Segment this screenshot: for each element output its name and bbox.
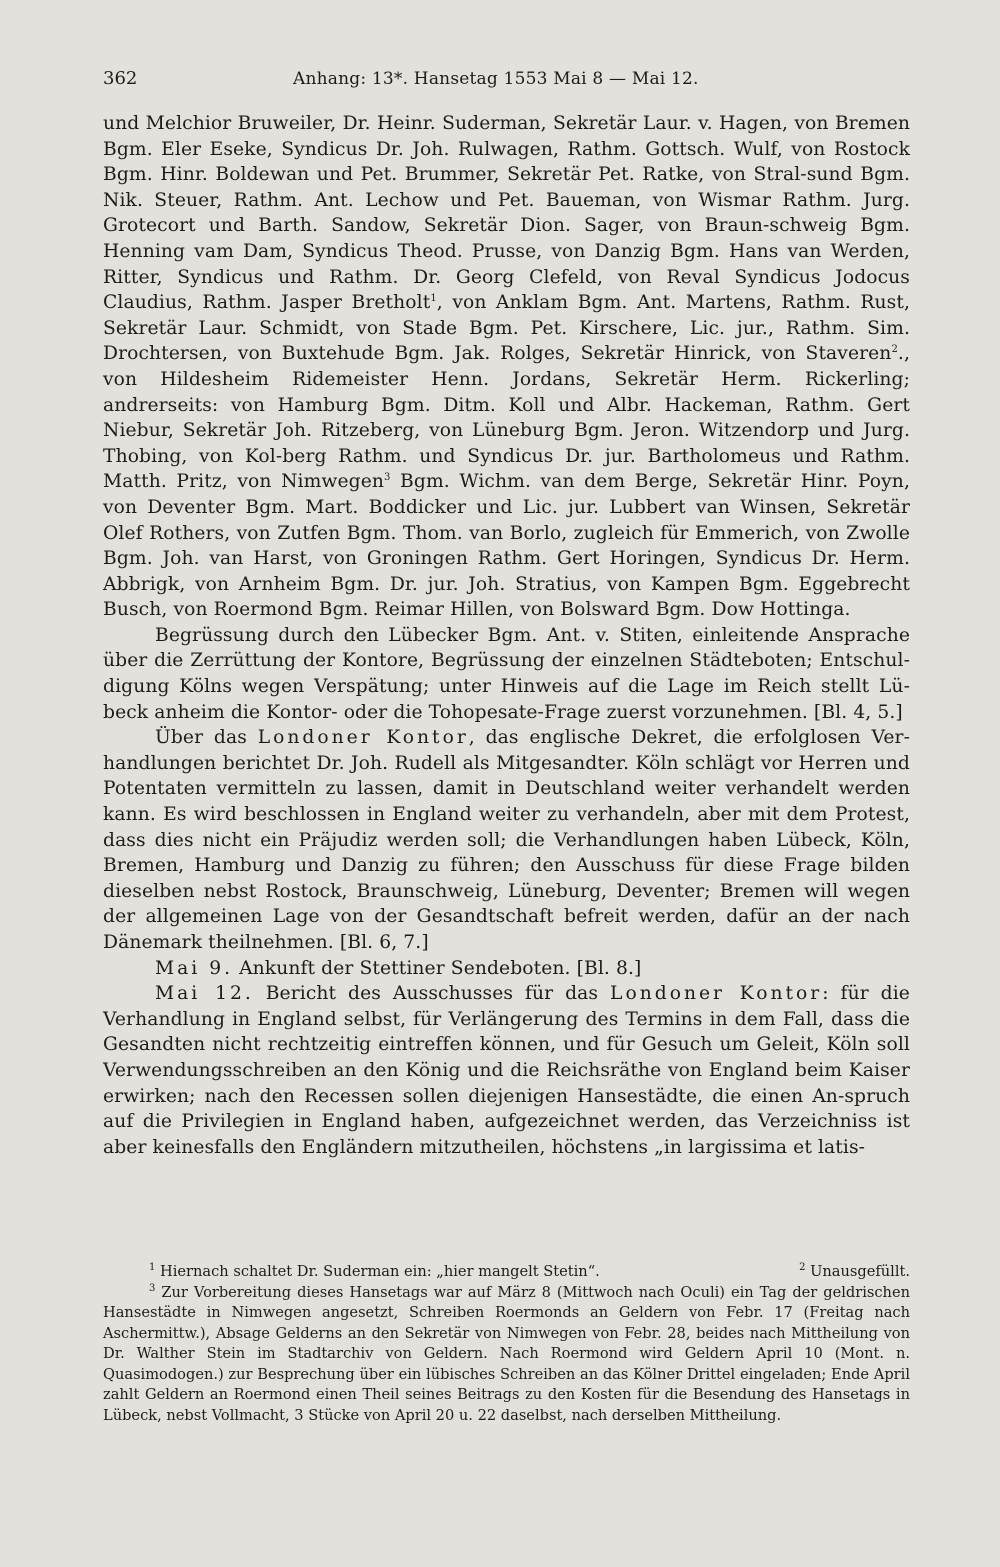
running-header bbox=[103, 68, 910, 89]
footnote-mark: 3 bbox=[149, 1282, 156, 1294]
date-label: Mai 9. bbox=[155, 957, 234, 979]
paragraph-london-kontor bbox=[103, 725, 910, 955]
date-label: Mai 12. bbox=[155, 983, 254, 1005]
paragraph-greeting: Begrüssung durch den Lübecker Bgm. Ant. v. Stiten, einleitende Ansprache über die Zerrüttung der Kontore, Begrüssung der einzelnen Städteboten; Entschul-digung Kölns wegen Verspätung; unter Hinweis auf die Lage im Reich stellt Lü-beck anheim die Kontor- oder die Tohopesate-Frage zuerst vorzunehmen. [Bl. 4, 5.] bbox=[103, 624, 910, 723]
text-run: Bgm. Wichm. van dem Berge, Sekretär Hinr. Poyn, von Deventer Bgm. Mart. Boddicker und Lic. jur. Lubbert van Winsen, Sekretär Olef Rothers, von Zutfen Bgm. Thom. van Borlo, zugleich für Emmerich, von Zwolle Bgm. Joh. van Harst, von Groningen Rathm. Gert Horingen, Syndicus Dr. Herm. Abbrigk, von Arnheim Bgm. Dr. jur. Joh. Stratius, von Kampen Bgm. Eggebrecht Busch, von Roermond Bgm. Reimar Hillen, von Bolsward Bgm. Dow Hottinga. bbox=[103, 471, 910, 621]
text-run: Bericht des Ausschusses für das bbox=[253, 983, 611, 1005]
text-run: , das englische Dekret, die erfolglosen Ver-handlungen berichtet Dr. Joh. Rudell als Mitgesandter. Köln schlägt vor Herren und Potentaten vermitteln zu lassen, damit in Deutschland weiter verhandelt werden kann. Es wird beschlossen in England weiter zu verhandeln, aber mit dem Protest, dass dies nicht ein Präjudiz werden soll; die Verhandlungen haben Lübeck, Köln, Bremen, Hamburg und Danzig zu führen; den Ausschuss für diese Frage bilden dieselben nebst Rostock, Braunschweig, Lüneburg, Deventer; Bremen will wegen der allgemeinen Lage von der Gesandtschaft befreit werden, dafür an der nach Dänemark theilnehmen. [Bl. 6, 7.] bbox=[103, 727, 910, 953]
text-run: Über das bbox=[155, 727, 258, 749]
footnote-ref-3: 3 bbox=[384, 472, 391, 484]
page-number: 362 bbox=[103, 68, 138, 89]
text-run: : für die Verhandlung in England selbst, für Verlängerung des Termins in dem Fall, dass die Gesandten nicht rechtzeitig eintreffen können, und für Gesuch um Geleit, Köln soll Verwendungsschreiben an den König und die Reichsräthe von England beim Kaiser erwirken; nach den Recessen sollen diejenigen Hansestädte, die einen An-spruch auf die Privilegien in England haben, aufgezeichnet werden, das Verzeichniss ist aber keinesfalls den Engländern mitzutheilen, höchstens „in largissima et latis- bbox=[103, 983, 910, 1158]
body-text bbox=[103, 111, 910, 1160]
text-run: , von Anklam Bgm. Ant. Martens, Rathm. Rust, Sekretär Laur. Schmidt, von Stade Bgm. Pet. Kirschere, Lic. jur., Rathm. Sim. Drochtersen, von Buxtehude Bgm. Jak. Rolges, Sekretär Hinrick, von Staveren bbox=[103, 292, 910, 365]
paragraph-may-12 bbox=[103, 981, 910, 1160]
footnote-row bbox=[103, 1262, 910, 1283]
footnote-mark: 2 bbox=[799, 1262, 806, 1274]
text-run: ., von Hildesheim Ridemeister Henn. Jordans, Sekretär Herm. Rickerling; andrerseits: von Hamburg Bgm. Ditm. Koll und Albr. Hackeman, Rathm. Gert Niebur, Sekretär Joh. Ritzeberg, von Lüneburg Bgm. Jeron. Witzendorp und Jurg. Thobing, von Kol-berg Rathm. und Syndicus Dr. jur. Bartholomeus und Rathm. Matth. Pritz, von Nimwegen bbox=[103, 343, 910, 493]
text-run: Ankunft der Stettiner Sendeboten. [Bl. 8.] bbox=[233, 957, 642, 979]
footnote-mark: 1 bbox=[149, 1262, 156, 1274]
paragraph-participants bbox=[103, 111, 910, 623]
footnote-ref-1: 1 bbox=[430, 292, 437, 304]
footnote-text: Hiernach schaltet Dr. Suderman ein: „hier mangelt Stetin“. bbox=[155, 1263, 600, 1280]
running-title: Anhang: 13*. Hansetag 1553 Mai 8 — Mai 12. bbox=[293, 69, 699, 89]
footnote-2 bbox=[799, 1262, 910, 1283]
footnote-text: Zur Vorbereitung dieses Hansetags war auf März 8 (Mittwoch nach Oculi) ein Tag der geldrischen Hansestädte in Nimwegen angesetzt, Schreiben Roermonds an Geldern von Febr. 17 (Freitag nach Aschermittw.), Absage Gelderns an den Sekretär von Nimwegen von Febr. 28, beides nach Mittheilung von Dr. Walther Stein im Stadtarchiv von Geldern. Nach Roermond wird Geldern April 10 (Mont. n. Quasimodogen.) zur Besprechung über ein lübisches Schreiben an das Kölner Drittel eingeladen; Ende April zahlt Geldern an Roermond einen Theil seines Beitrags zu den Kosten für die Besendung des Hansetags in Lübeck, nebst Vollmacht, 3 Stücke von April 20 u. 22 daselbst, nach derselben Mittheilung. bbox=[103, 1283, 910, 1424]
footnote-1 bbox=[103, 1262, 600, 1283]
spaced-emphasis: Londoner Kontor bbox=[257, 727, 469, 749]
footnote-ref-2: 2 bbox=[891, 344, 898, 356]
text-run: und Melchior Bruweiler, Dr. Heinr. Suderman, Sekretär Laur. v. Hagen, von Bremen Bgm. Eler Eseke, Syndicus Dr. Joh. Rulwagen, Rathm. Gottsch. Wulf, von Rostock Bgm. Hinr. Boldewan und Pet. Brummer, Sekretär Pet. Ratke, von Stral-sund Bgm. Nik. Steuer, Rathm. Ant. Lechow und Pet. Baueman, von Wismar Rathm. Jurg. Grotecort und Barth. Sandow, Sekretär Dion. Sager, von Braun-schweig Bgm. Henning vam Dam, Syndicus Theod. Prusse, von Danzig Bgm. Hans van Werden, Ritter, Syndicus und Rathm. Dr. Georg Clefeld, von Reval Syndicus Jodocus Claudius, Rathm. Jasper Bretholt bbox=[103, 113, 910, 314]
footnotes bbox=[103, 1262, 910, 1426]
footnote-text: Unausgefüllt. bbox=[805, 1263, 910, 1280]
footnote-3 bbox=[103, 1283, 910, 1427]
paragraph-may-9 bbox=[103, 956, 910, 982]
spaced-emphasis: Londoner Kontor bbox=[610, 983, 823, 1005]
